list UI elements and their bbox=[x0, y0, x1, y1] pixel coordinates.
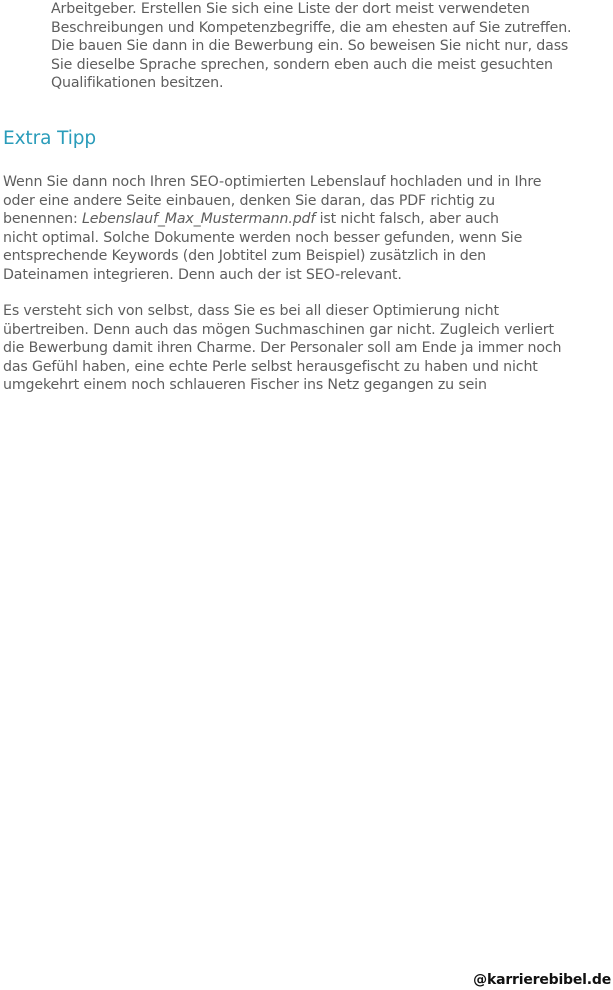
text-line: Wenn Sie dann noch Ihren SEO-optimierten Lebenslauf hochladen und in Ihre bbox=[3, 174, 542, 190]
text-line: Sie dieselbe Sprache sprechen, sondern eben auch die meist gesuchten bbox=[51, 56, 553, 73]
text-line bbox=[3, 210, 541, 229]
section-heading: Extra Tipp bbox=[3, 128, 97, 149]
closing-paragraph bbox=[3, 302, 561, 395]
text-line: Beschreibungen und Kompetenzbegriffe, die am ehesten auf Sie zutreffen. bbox=[51, 19, 572, 36]
text-fragment: ist nicht falsch, aber auch bbox=[315, 211, 499, 228]
footer-handle: @karrierebibel.de bbox=[473, 972, 611, 988]
intro-paragraph bbox=[51, 0, 571, 93]
text-line: die Bewerbung damit ihren Charme. Der Personaler soll am Ende ja immer noch bbox=[3, 340, 562, 357]
text-line: Qualifikationen besitzen. bbox=[51, 75, 224, 92]
text-line: entsprechende Keywords (den Jobtitel zum Beispiel) zusätzlich in den bbox=[3, 248, 486, 265]
text-line: umgekehrt einem noch schlaueren Fischer ins Netz gegangen zu sein bbox=[3, 377, 487, 394]
text-line: Arbeitgeber. Erstellen Sie sich eine Liste der dort meist verwendeten bbox=[51, 1, 530, 17]
text-line: Dateinamen integrieren. Denn auch der ist SEO-relevant. bbox=[3, 266, 402, 283]
text-line: das Gefühl haben, eine echte Perle selbst herausgefischt zu haben und nicht bbox=[3, 358, 538, 375]
text-line: Die bauen Sie dann in die Bewerbung ein. So beweisen Sie nicht nur, dass bbox=[51, 38, 569, 55]
tip-paragraph bbox=[3, 173, 541, 285]
text-line: Es versteht sich von selbst, dass Sie es bei all dieser Optimierung nicht bbox=[3, 303, 499, 319]
filename-example: Lebenslauf_Max_Mustermann.pdf bbox=[81, 211, 316, 228]
text-line: übertreiben. Denn auch das mögen Suchmaschinen gar nicht. Zugleich verliert bbox=[3, 321, 554, 338]
text-line: nicht optimal. Solche Dokumente werden noch besser gefunden, wenn Sie bbox=[3, 229, 523, 246]
text-line: oder eine andere Seite einbauen, denken Sie daran, das PDF richtig zu bbox=[3, 192, 495, 209]
text-fragment: benennen: bbox=[3, 211, 82, 228]
